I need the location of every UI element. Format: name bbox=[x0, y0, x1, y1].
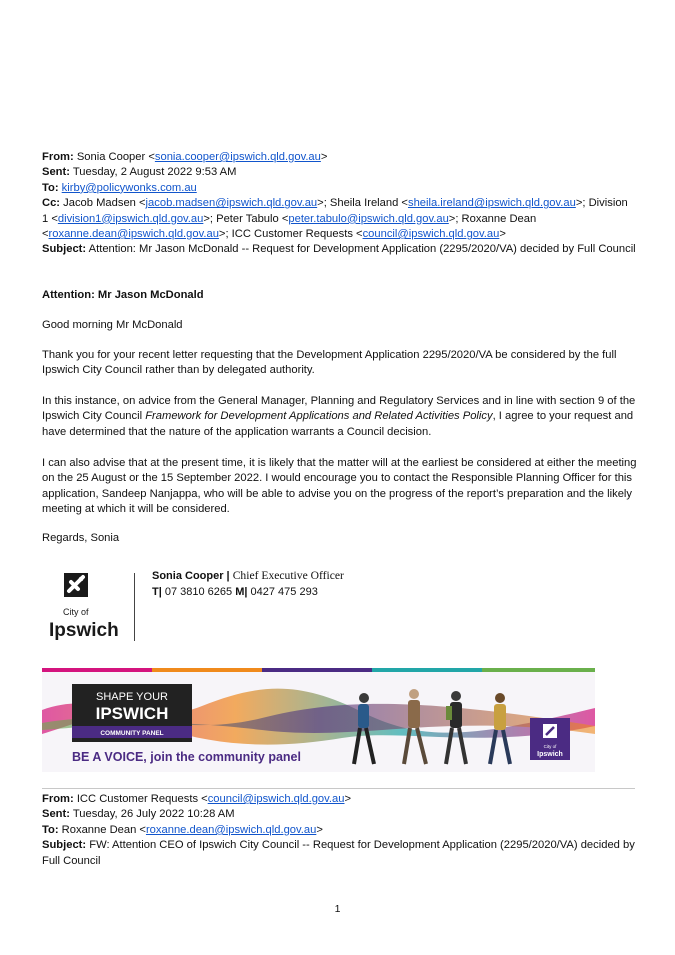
cc-email-link[interactable]: division1@ipswich.qld.gov.au bbox=[57, 212, 204, 225]
banner-line-3: COMMUNITY PANEL bbox=[100, 730, 164, 737]
to-line: To: kirby@policywonks.com.au bbox=[42, 181, 197, 194]
paragraph-1: Thank you for your recent letter requesting that the Development Application 2295/2020/VA be considered by the full Ipswich City Council rather than by delegated authority. bbox=[42, 349, 617, 377]
signature-name-line: Sonia Cooper | Chief Executive Officer bbox=[152, 569, 344, 582]
email-header-2 bbox=[42, 792, 637, 869]
paragraph-2: In this instance, on advice from the General Manager, Planning and Regulatory Services and in line with section 9 of the Ipswich City Council Framework for Development Applications and Related Activities Policy, I agree to your request and have determined that the nature of the application warrants a Council decision. bbox=[42, 395, 636, 438]
cc-email-link[interactable]: jacob.madsen@ipswich.qld.gov.au bbox=[145, 197, 318, 210]
email-header-1 bbox=[42, 150, 637, 258]
to-email-link[interactable]: roxanne.dean@ipswich.qld.gov.au bbox=[145, 823, 317, 836]
cc-email-link[interactable]: peter.tabulo@ipswich.qld.gov.au bbox=[288, 212, 449, 225]
city-of-ipswich-logo bbox=[48, 570, 120, 642]
email-separator bbox=[42, 788, 635, 789]
to-line: To: Roxanne Dean <roxanne.dean@ipswich.qld.gov.au> bbox=[42, 823, 323, 836]
from-email-link[interactable]: sonia.cooper@ipswich.qld.gov.au bbox=[154, 151, 321, 163]
banner-line-2: IPSWICH bbox=[95, 704, 169, 723]
community-panel-banner[interactable] bbox=[42, 668, 595, 772]
greeting: Good morning Mr McDonald bbox=[42, 319, 183, 331]
banner-logo-big-text: Ipswich bbox=[537, 751, 563, 758]
logo-big-text: Ipswich bbox=[49, 620, 119, 641]
from-line: From: Sonia Cooper <sonia.cooper@ipswich.qld.gov.au> bbox=[42, 151, 328, 163]
cc-email-link[interactable]: sheila.ireland@ipswich.qld.gov.au bbox=[407, 197, 576, 210]
signature-block bbox=[152, 568, 344, 600]
from-email-link[interactable]: council@ipswich.qld.gov.au bbox=[207, 793, 345, 805]
cc-email-link[interactable]: council@ipswich.qld.gov.au bbox=[362, 228, 500, 241]
banner-line-1: SHAPE YOUR bbox=[96, 691, 168, 703]
subject-line: Subject: Attention: Mr Jason McDonald -- Request for Development Application (2295/2020/VA) decided by Full Council bbox=[42, 243, 636, 256]
signature-divider bbox=[134, 573, 135, 641]
attention-heading: Attention: Mr Jason McDonald bbox=[42, 289, 204, 301]
sent-line: Sent: Tuesday, 26 July 2022 10:28 AM bbox=[42, 808, 235, 821]
cc-line: Cc: Jacob Madsen <jacob.madsen@ipswich.qld.gov.au>; Sheila Ireland <sheila.ireland@ipswich.qld.gov.au>; Division 1 <division1@ipswich.qld.gov.au>; Peter Tabulo <peter.tabulo@ipswich.qld.gov.au>; Roxanne Dean <roxanne.dean@ipswich.qld.gov.au>; ICC Customer Requests <council@ipswich.qld.gov.au> bbox=[42, 197, 628, 241]
paragraph-3: I can also advise that at the present time, it is likely that the matter will at the earliest be considered at either the meeting on the 25 August or the 15 September 2022. I would encourage you to contact the Responsible Planning Officer for this application, Sandeep Nanjappa, who will be able to advise you on the progress of the report’s preparation and the likely meeting at which it will be considered. bbox=[42, 457, 637, 516]
signature-phone-line: T| 07 3810 6265 M| 0427 475 293 bbox=[152, 586, 318, 598]
page-number: 1 bbox=[334, 903, 341, 915]
logo-small-text: City of bbox=[63, 607, 89, 617]
cc-email-link[interactable]: roxanne.dean@ipswich.qld.gov.au bbox=[48, 228, 219, 241]
to-email-link[interactable]: kirby@policywonks.com.au bbox=[61, 181, 197, 194]
banner-tagline: BE A VOICE, join the community panel bbox=[72, 750, 301, 764]
banner-graphic bbox=[42, 668, 595, 772]
from-line: From: ICC Customer Requests <council@ipswich.qld.gov.au> bbox=[42, 793, 352, 805]
sent-line: Sent: Tuesday, 2 August 2022 9:53 AM bbox=[42, 166, 237, 179]
signoff: Regards, Sonia bbox=[42, 532, 120, 544]
subject-line: Subject: FW: Attention CEO of Ipswich City Council -- Request for Development Application (2295/2020/VA) decided by Full Council bbox=[42, 839, 635, 867]
banner-logo-small-text: City of bbox=[543, 744, 557, 749]
